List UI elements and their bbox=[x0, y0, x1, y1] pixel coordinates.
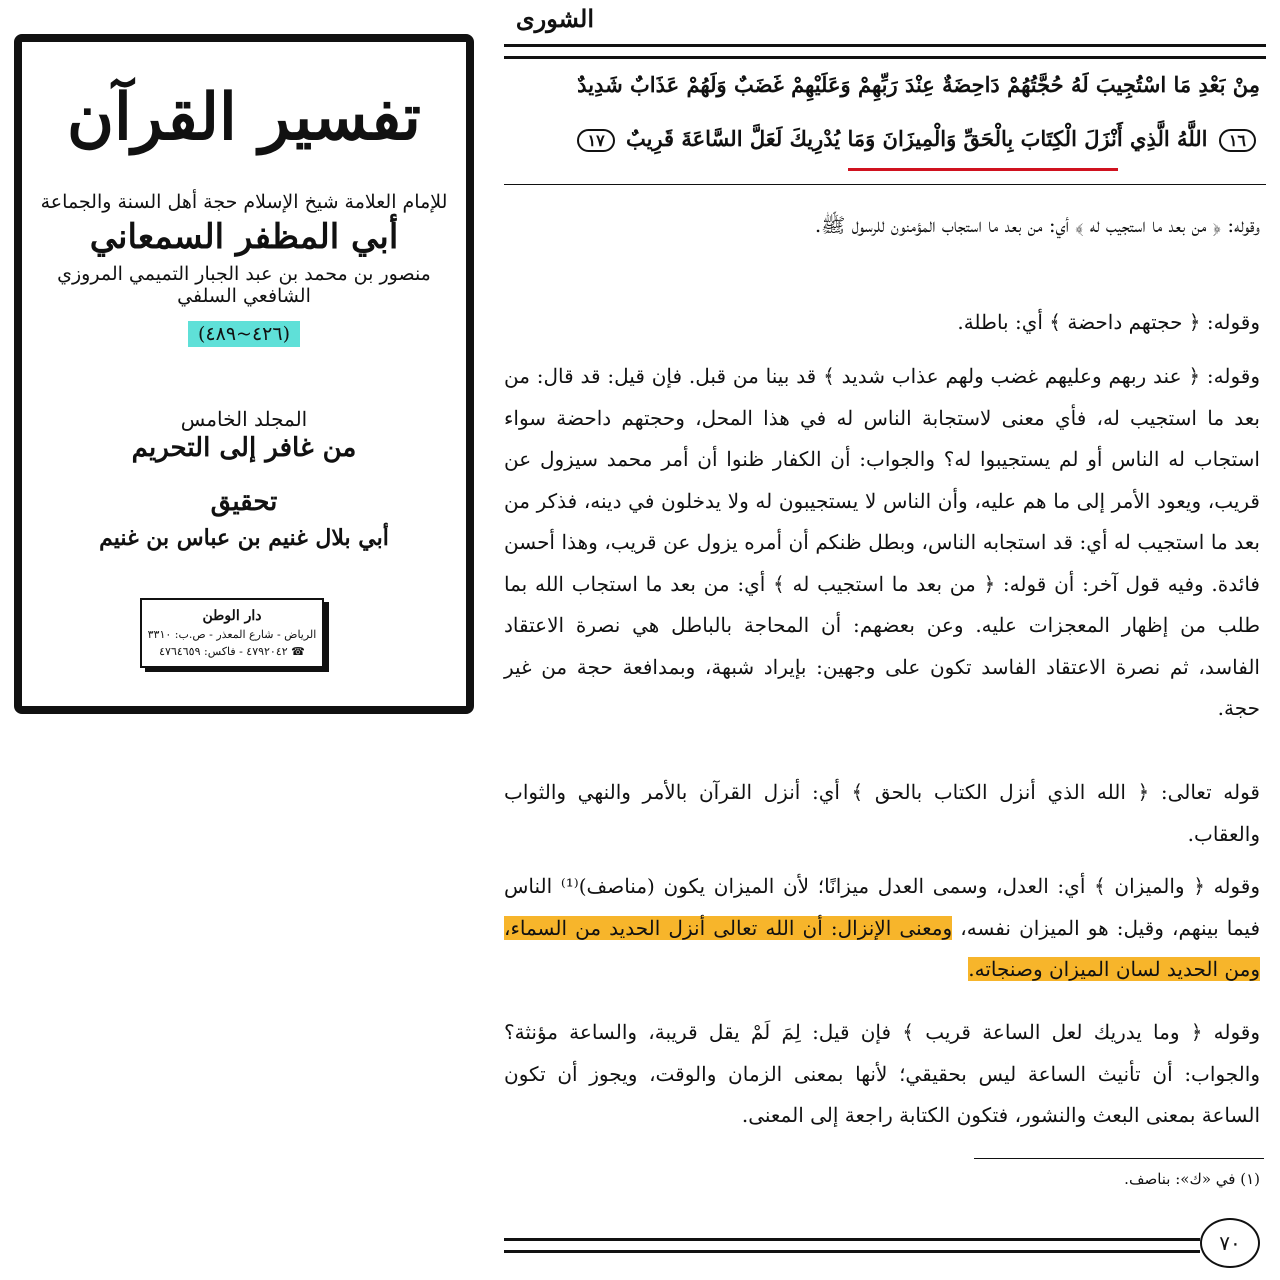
cover-editor: أبي بلال غنيم بن عباس بن غنيم bbox=[99, 524, 389, 551]
cover-honorific: للإمام العلامة شيخ الإسلام حجة أهل السنة والجماعة bbox=[40, 190, 448, 213]
paragraph-5-text: وقوله ﴿ والميزان ﴾ أي: العدل، وسمى العدل ميزانًا؛ لأن الميزان يكون (مناصف)⁽¹⁾ الناس فيما بينهم، وقيل: هو الميزان نفسه، bbox=[504, 874, 1261, 940]
paragraph-4: قوله تعالى: ﴿ الله الذي أنزل الكتاب بالحق ﴾ أي: أنزل القرآن بالأمر والنهي والثواب والعقاب. bbox=[504, 780, 1260, 846]
verse-divider bbox=[504, 184, 1266, 185]
footnote: (١) في «ك»: بناصف. bbox=[1124, 1170, 1260, 1188]
publisher-phone: ☎ ٤٧٩٢٠٤٢ - فاكس: ٤٧٦٤٦٥٩ bbox=[159, 644, 305, 658]
cover-full-name: منصور بن محمد بن عبد الجبار التميمي المروزي الشافعي السلفي bbox=[57, 262, 431, 307]
red-underline bbox=[848, 168, 1118, 171]
page-number: ٧٠ bbox=[1200, 1218, 1260, 1268]
verse-16-text: مِنْ بَعْدِ مَا اسْتُجِيبَ لَهُ حُجَّتُهُمْ دَاحِضَةٌ عِنْدَ رَبِّهِمْ وَعَلَيْهِمْ غَضَبٌ وَلَهُمْ عَذَابٌ شَدِيدٌ bbox=[577, 72, 1260, 97]
cover-author: أبي المظفر السمعاني bbox=[89, 216, 399, 257]
paragraph-6: وقوله ﴿ وما يدريك لعل الساعة قريب ﴾ فإن قيل: لِمَ لَمْ يقل قريبة، والساعة مؤنثة؟ والجواب: أن تأنيث الساعة ليس بحقيقي؛ لأنها بمعنى الزمان والوقت، ويجوز أن تكون الساعة بمعنى البعث والنشور، فتكون الكتابة راجعة إلى المعنى. bbox=[504, 1020, 1260, 1127]
verse-line-2 bbox=[508, 126, 1260, 152]
cover-range: من غافر إلى التحريم bbox=[131, 432, 357, 463]
cover-dates: (٤٢٦~٤٨٩) bbox=[188, 321, 300, 347]
highlighted-text: ومعنى الإنزال: أن الله تعالى أنزل الحديد من السماء، ومن الحديد لسان الميزان وصنجاته. bbox=[504, 915, 1260, 981]
ayah-number-17: ١٧ bbox=[577, 129, 614, 152]
cover-volume: المجلد الخامس bbox=[180, 406, 308, 431]
paragraph-1: وقوله: ﴿ من بعد ما استجيب له ﴾ أي: من بعد ما استجاب المؤمنون للرسول ﷺ. bbox=[814, 213, 1260, 237]
book-page bbox=[500, 0, 1270, 1280]
surah-title: الشورى bbox=[515, 4, 594, 33]
paragraph-2: وقوله: ﴿ حجتهم داحضة ﴾ أي: باطلة. bbox=[957, 310, 1260, 334]
cover-tahqiq: تحقيق bbox=[210, 486, 278, 517]
verse-17-text: اللَّهُ الَّذِي أَنْزَلَ الْكِتَابَ بِالْحَقِّ وَالْمِيزَانَ وَمَا يُدْرِيكَ لَعَلَّ السَّاعَةَ قَرِيبٌ bbox=[625, 126, 1208, 151]
cover-title: تفسير القرآن bbox=[67, 80, 421, 155]
header-rule bbox=[504, 44, 1266, 59]
verse-line-1 bbox=[508, 72, 1260, 97]
paragraph-5 bbox=[504, 866, 1260, 991]
publisher-name: دار الوطن bbox=[202, 608, 262, 624]
footer-rule bbox=[504, 1238, 1200, 1253]
ayah-number-16: ١٦ bbox=[1219, 129, 1256, 152]
paragraph-3: وقوله: ﴿ عند ربهم وعليهم غضب ولهم عذاب شديد ﴾ قد بينا من قبل. فإن قيل: قد قال: من بعد ما استجيب له، فأي معنى لاستجابة الناس له في هذا المحل، وحجتهم داحضة سواء استجاب له الناس أو لم يستجيبوا له؟ والجواب: أن الكفار ظنوا أن أمر محمد سيزول عن قريب، ويعود الأمر إلى ما هم عليه، وأن الناس لا يستجيبون له ولا يدخلون في دينه، فذكر من بعد ما استجيب له أي: قد استجابه الناس، وبطل ظنكم أن أمره يزول عن قريب، وهذا أحسن فائدة. وفيه قول آخر: أن قوله: ﴿ من بعد ما استجيب له ﴾ أي: من بعد ما استجاب الله بما طلب من إظهار المعجزات عليه. وعن بعضهم: أن المحاجة بالباطل هي نصرة الاعتقاد الفاسد، ثم نصرة الاعتقاد الفاسد تكون على وجهين: بإيراد شبهة، وبمدافعة حجة من غير حجة. bbox=[504, 364, 1260, 720]
publisher-box bbox=[140, 598, 324, 668]
footnote-rule bbox=[974, 1158, 1264, 1159]
publisher-address: الرياض - شارع المعذر - ص.ب: ٣٣١٠ bbox=[147, 628, 317, 641]
